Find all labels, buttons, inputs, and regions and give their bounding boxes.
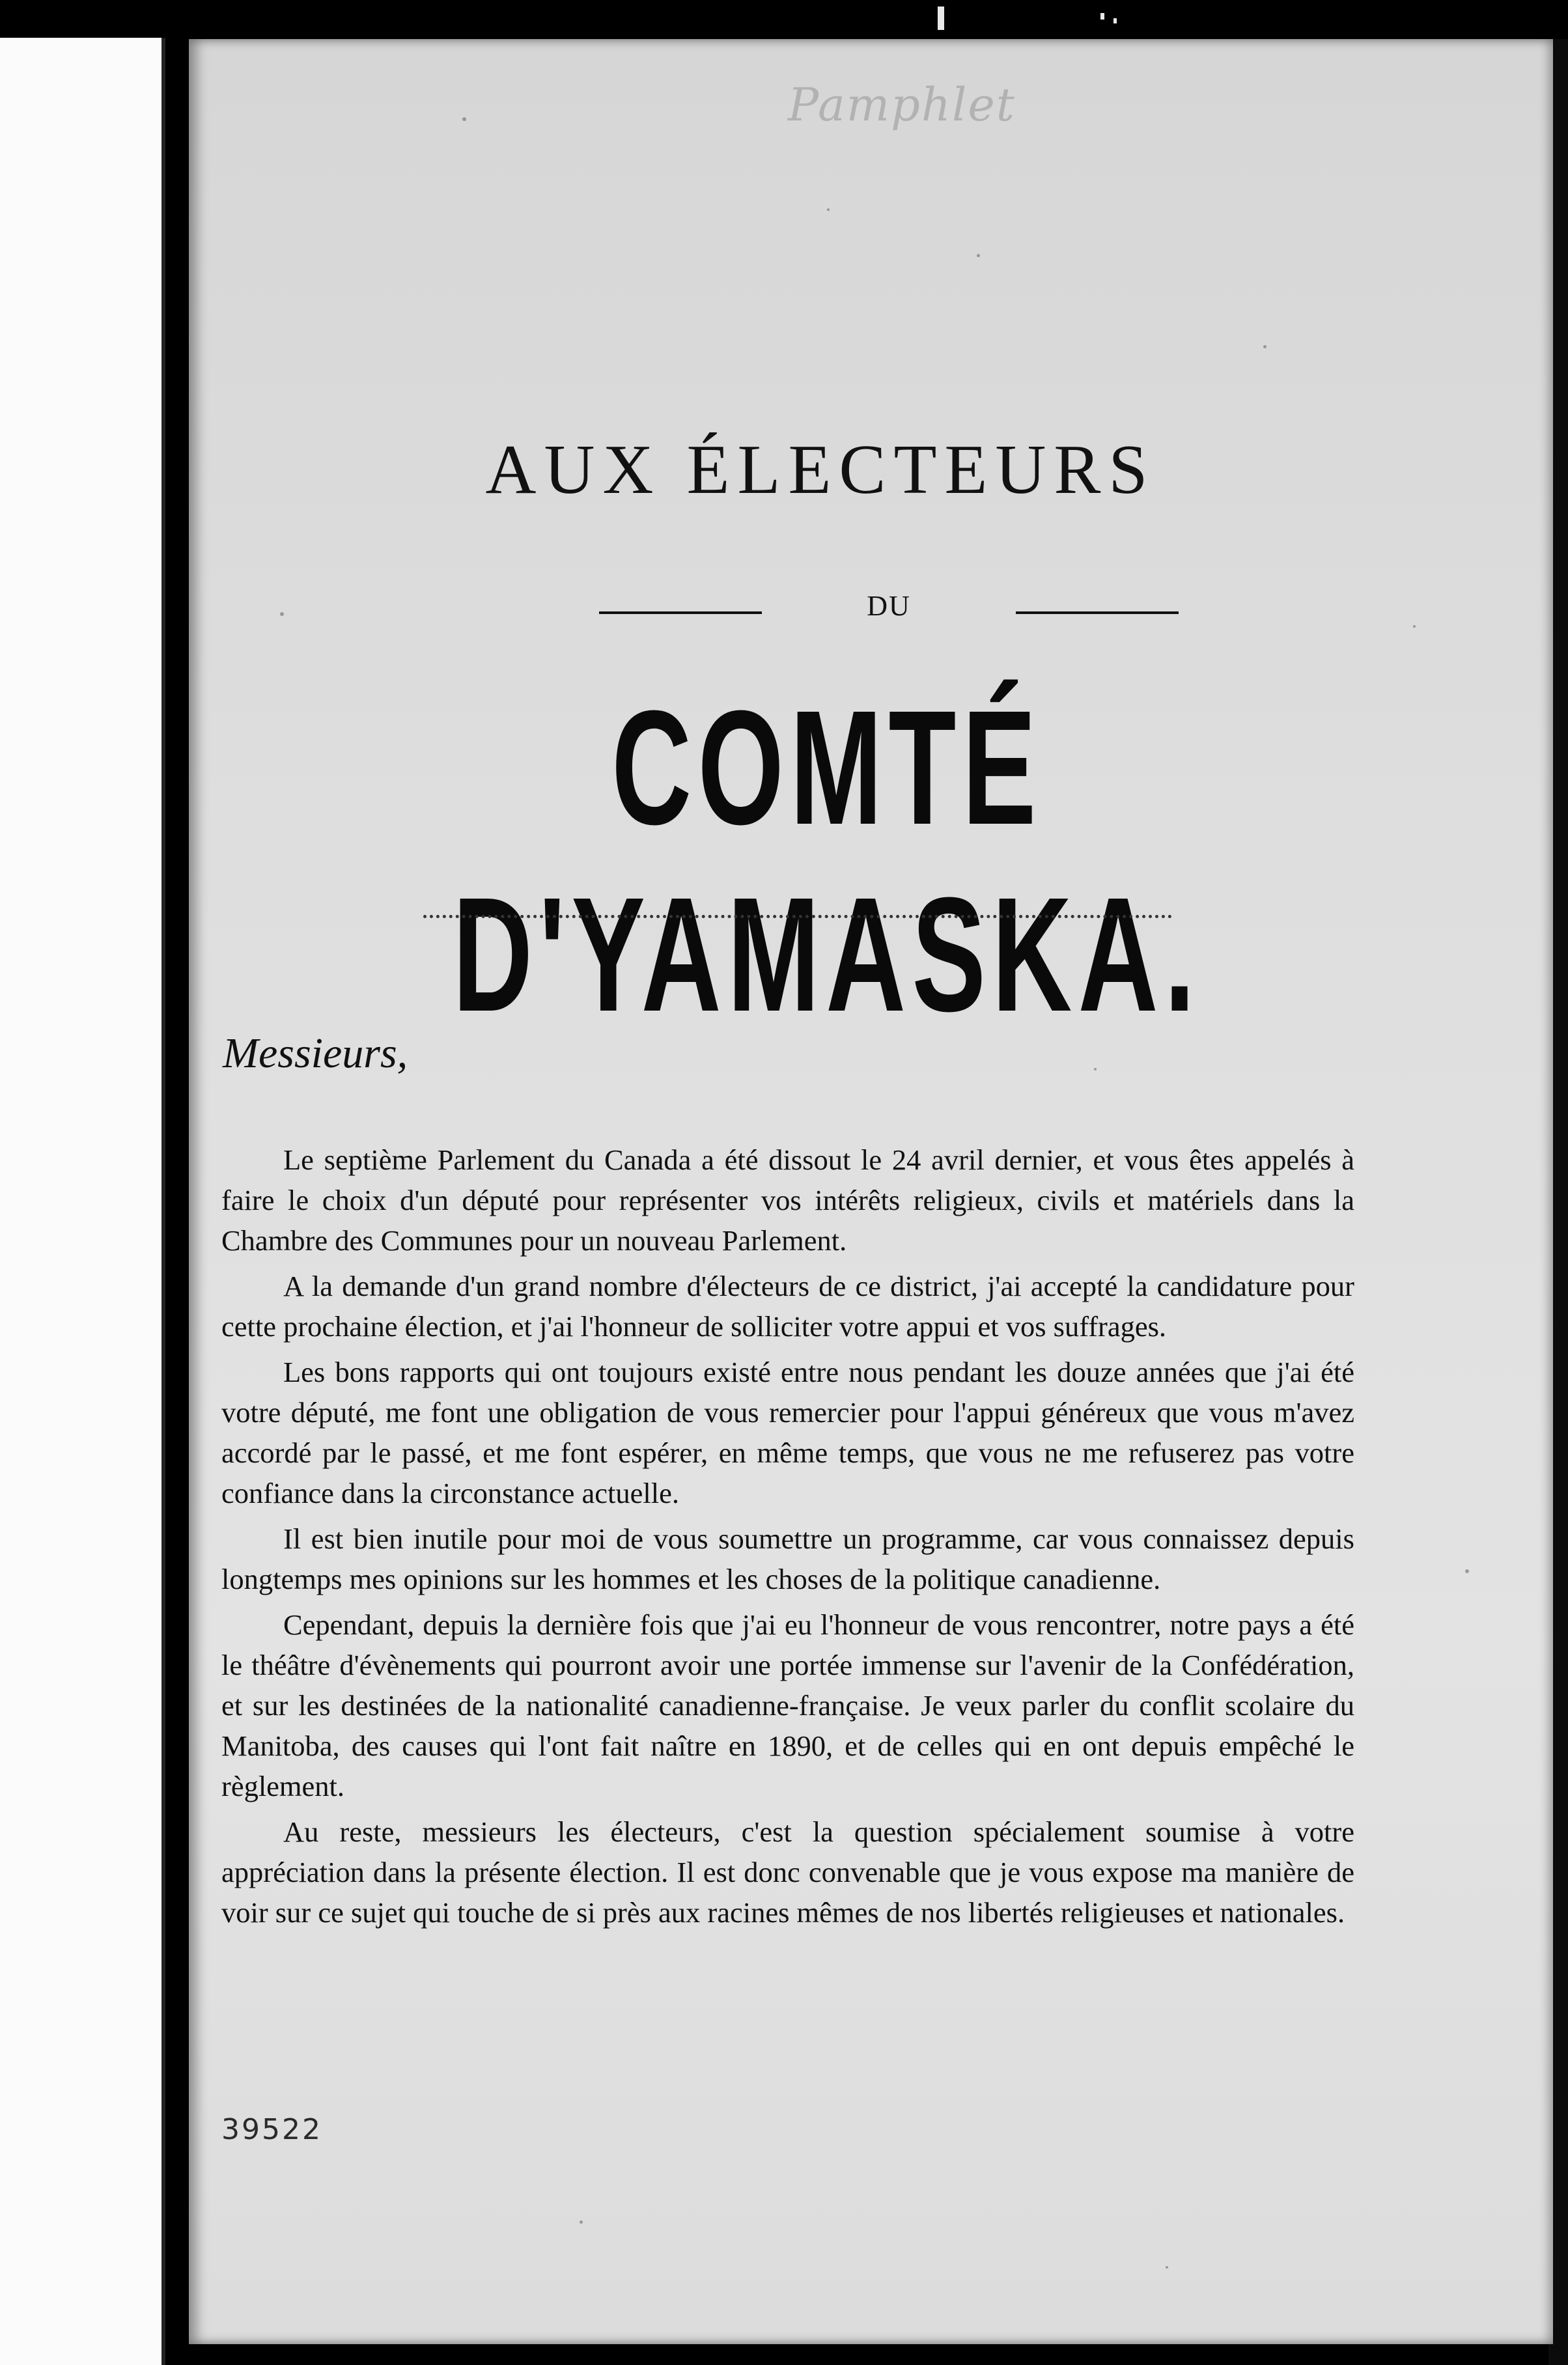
paragraph: Il est bien inutile pour moi de vous soumettre un programme, car vous connaissez depuis longtemps mes opinions sur les hommes et les choses de la politique canadienne. (221, 1522, 1354, 1595)
paragraph: Au reste, messieurs les électeurs, c'est la question spécialement soumise à votre appréciation dans la présente élection. Il est donc convenable que je vous expose ma manière de voir sur ce sujet qui touche de si près aux racines mêmes de nos libertés religieuses et nationales. (221, 1815, 1354, 1929)
title-line-2: COMTÉ D'YAMASKA. (453, 677, 1201, 1045)
dotted-divider (423, 915, 1172, 918)
pencil-annotation: Pamphlet (788, 78, 1016, 132)
paragraph: Cependant, depuis la dernière fois que j'ai eu l'honneur de vous rencontrer, notre pays a été le théâtre d'évènements qui pourront avoir une portée immense sur l'avenir de la Confédération, et sur les destinées de la nationalité canadienne-française. Je veux parler du conflit scolaire du Manitoba, des causes qui l'ont fait naître en 1890, et de celles qui en ont depuis empêché le règlement. (221, 1608, 1354, 1802)
title-connector-row (599, 589, 1179, 628)
body-text (221, 1140, 1354, 1938)
paragraph: Le septième Parlement du Canada a été dissout le 24 avril dernier, et vous êtes appelés à faire le choix d'un député pour représenter vos intérêts religieux, civils et matériels dans la Chambre des Communes pour un nouveau Parlement. (221, 1143, 1354, 1257)
catalog-number: 39522 (221, 2113, 322, 2146)
title-line-1: AUX ÉLECTEURS (485, 431, 1156, 509)
title-connector: DU (867, 590, 911, 622)
scan-left-margin (0, 38, 165, 2365)
top-scan-marks (938, 0, 1159, 36)
document-page (189, 39, 1553, 2344)
paragraph: Les bons rapports qui ont toujours existé entre nous pendant les douze années que j'ai été votre député, me font une obligation de vous remercier pour l'appui généreux que vous m'avez accordé par le passé, et me font espérer, en même temps, que vous ne me refuserez pas votre confiance dans la circonstance actuelle. (221, 1356, 1354, 1509)
paragraph: A la demande d'un grand nombre d'électeurs de ce district, j'ai accepté la candidature pour cette prochaine élection, et j'ai l'honneur de solliciter votre appui et vos suffrages. (221, 1270, 1354, 1343)
connector-right-rule (1016, 611, 1179, 614)
salutation: Messieurs, (223, 1029, 408, 1077)
